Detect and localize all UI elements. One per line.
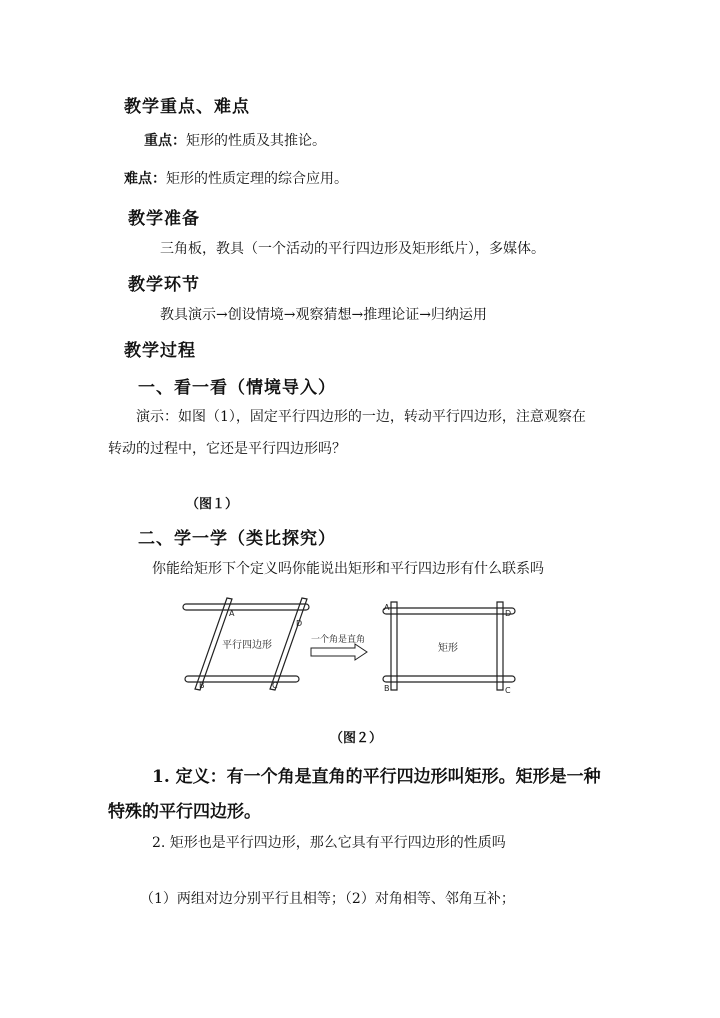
rectangle-right-bar <box>497 602 503 690</box>
steps-heading: 教学环节 <box>128 275 200 295</box>
vertex-b-right: B <box>384 684 390 693</box>
preparation-text: 三角板，教具（一个活动的平行四边形及矩形纸片），多媒体。 <box>160 241 545 257</box>
vertex-b-left: B <box>199 681 205 690</box>
figure1-caption: （图１） <box>186 497 239 512</box>
vertex-d-left: D <box>296 619 303 628</box>
difficulty-text: 矩形的性质定理的综合应用。 <box>166 171 348 187</box>
vertex-c-right: C <box>505 686 511 695</box>
properties-text: （1）两组对边分别平行且相等；（2）对角相等、邻角互补； <box>140 891 515 907</box>
rectangle-top-bar <box>383 608 515 614</box>
part2-question: 你能给矩形下个定义吗你能说出矩形和平行四边形有什么联系吗 <box>152 561 544 577</box>
preparation-heading: 教学准备 <box>128 209 200 229</box>
rectangle-bottom-bar <box>383 676 515 682</box>
vertex-a-right: A <box>384 603 390 612</box>
definition-line1: 1. 定义：有一个角是直角的平行四边形叫矩形。矩形是一种 <box>152 767 601 787</box>
part1-heading: 一、看一看（情境导入） <box>138 378 336 398</box>
figure2-caption: （图２） <box>330 731 383 746</box>
point2-text: 2. 矩形也是平行四边形，那么它具有平行四边形的性质吗 <box>152 835 506 851</box>
vertex-d-right: D <box>505 609 512 618</box>
arrow-icon <box>311 644 367 660</box>
key-point-label: 重点： <box>144 133 186 149</box>
part2-heading: 二、学一学（类比探究） <box>138 529 336 549</box>
definition-line2: 特殊的平行四边形。 <box>108 802 261 822</box>
rectangle-left-bar <box>391 602 397 690</box>
key-points-heading: 教学重点、难点 <box>124 97 250 117</box>
vertex-a-left: A <box>229 609 235 618</box>
difficulty-line <box>124 168 348 188</box>
steps-text: 教具演示→创设情境→观察猜想→推理论证→归纳运用 <box>160 307 487 323</box>
part1-demo-line1: 演示：如图（1），固定平行四边形的一边，转动平行四边形，注意观察在 <box>136 409 586 425</box>
key-point-line <box>144 130 326 150</box>
arrow-label: 一个角是直角 <box>311 635 366 645</box>
parallelogram-label: 平行四边形 <box>222 640 272 651</box>
difficulty-label: 难点： <box>124 171 166 187</box>
figure2-diagram <box>180 596 540 706</box>
part1-demo-line2: 转动的过程中，它还是平行四边形吗？ <box>108 441 346 457</box>
key-point-text: 矩形的性质及其推论。 <box>186 133 326 149</box>
rectangle-label: 矩形 <box>438 643 458 654</box>
parallelogram-top-bar <box>183 604 309 610</box>
vertex-c-left: C <box>272 681 278 690</box>
process-heading: 教学过程 <box>124 341 196 361</box>
